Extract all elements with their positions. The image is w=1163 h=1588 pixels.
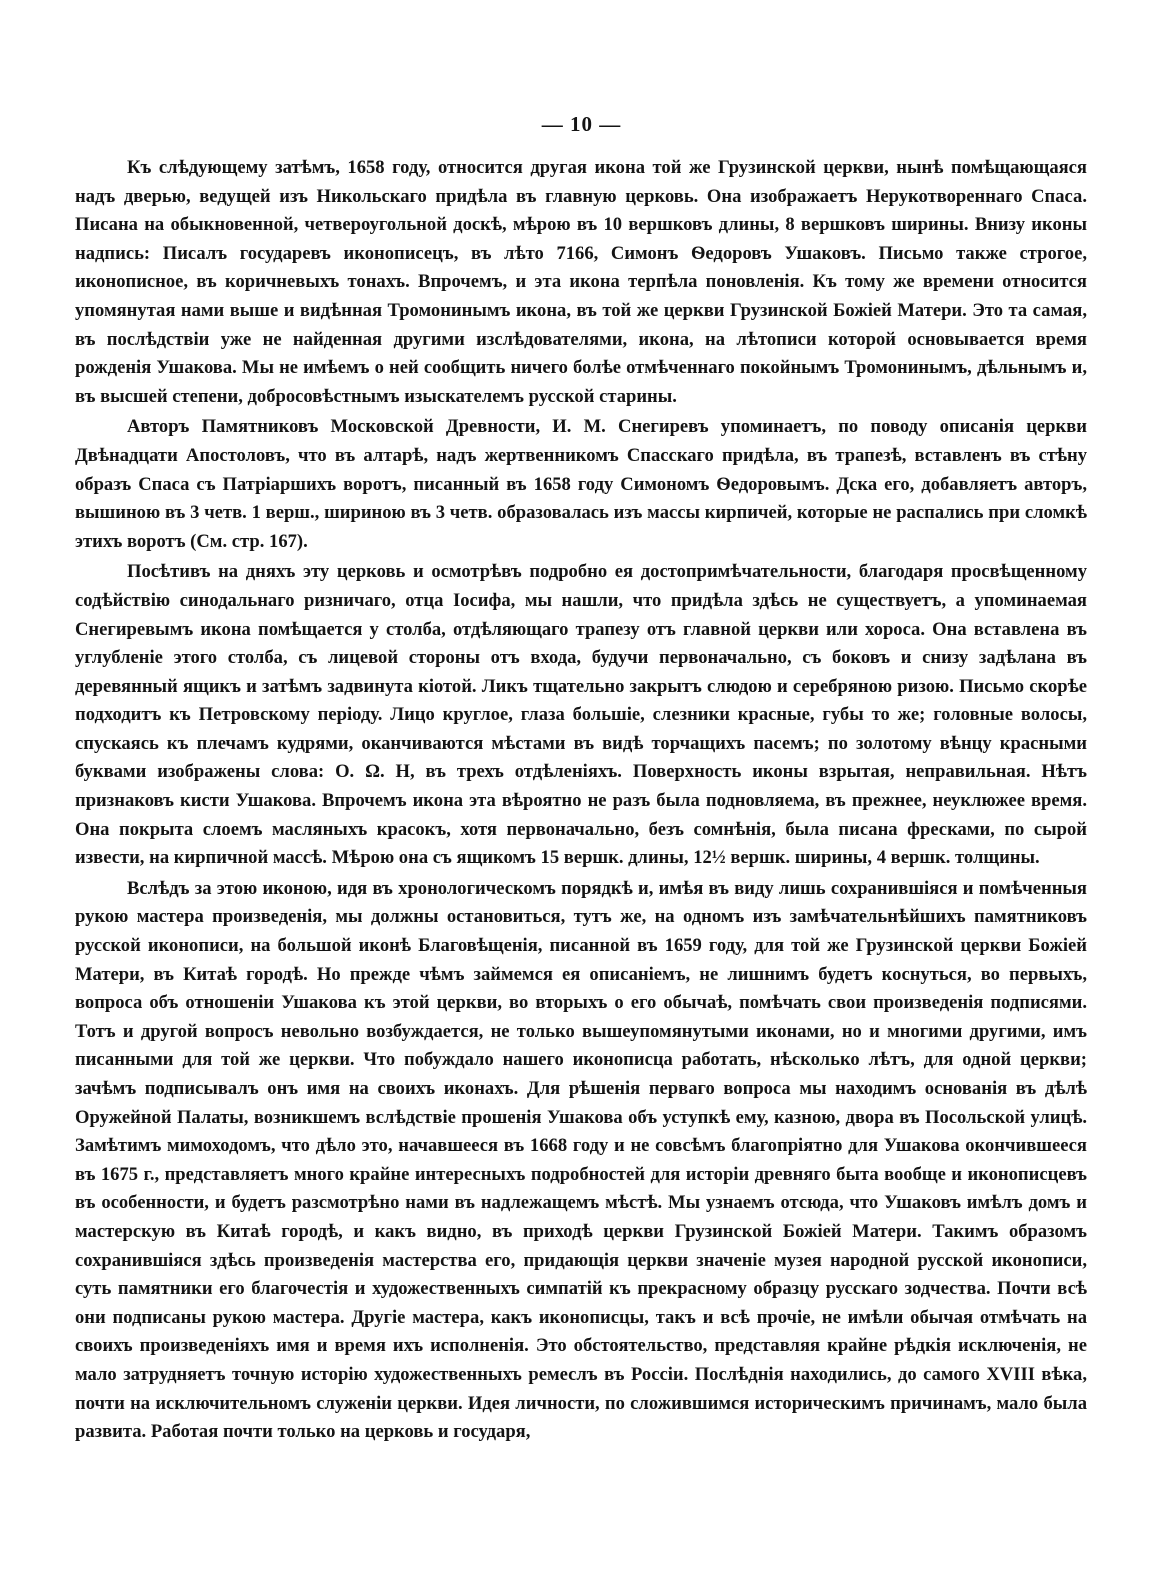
paragraph-snegirev: Авторъ Памятниковъ Московской Древности, И. М. Снегиревъ упоминаетъ, по поводу описанія церкви Двѣнадцати Апостоловъ, что въ алтарѣ, надъ жертвенникомъ Спасскаго придѣла, въ трапезѣ, вставленъ въ стѣну образъ Спаса съ Патріаршихъ воротъ, писанный въ 1658 году Симономъ Ѳедоровымъ. Дска его, добавляетъ авторъ, вышиною въ 3 четв. 1 верш., шириною въ 3 четв. образовалась изъ массы кирпичей, которые не распались при сломкѣ этихъ воротъ (См. стр. 167). — [75, 416, 1087, 552]
page-body — [75, 154, 1087, 1447]
paragraph-1658-icon: Къ слѣдующему затѣмъ, 1658 году, относится другая икона той же Грузинской церкви, нынѣ помѣщающаяся надъ дверью, ведущей изъ Никольскаго придѣла въ главную церковь. Она изображаетъ Нерукотвореннаго Спаса. Писана на обыкновенной, четвероугольной доскѣ, мѣрою въ 10 вершковъ длины, 8 вершковъ ширины. Внизу иконы надпись: Писалъ государевъ иконописецъ, въ лѣто 7166, Симонъ Ѳедоровъ Ушаковъ. Письмо также строгое, иконописное, въ коричневыхъ тонахъ. Впрочемъ, и эта икона терпѣла поновленія. Къ тому же времени относится упомянутая нами выше и видѣнная Тромонинымъ икона, въ той же церкви Грузинской Божіей Матери. Это та самая, въ послѣдствіи уже не найденная другими изслѣдователями, икона, на лѣтописи которой основывается время рожденія Ушакова. Мы не имѣемъ о ней сообщить ничего болѣе отмѣченнаго покойнымъ Тромонинымъ, дѣльнымъ и, въ высшей степени, добросовѣстнымъ изыскателемъ русской старины. — [75, 157, 1087, 407]
page-number: — 10 — — [541, 112, 622, 136]
paragraph-annunciation: Вслѣдъ за этою иконою, идя въ хронологическомъ порядкѣ и, имѣя въ виду лишь сохранившіяся и помѣченныя рукою мастера произведенія, мы должны остановиться, тутъ же, на одномъ изъ замѣчательнѣйшихъ памятниковъ русской иконописи, на большой иконѣ Благовѣщенія, писанной въ 1659 году, для той же Грузинской церкви Божіей Матери, въ Китаѣ городѣ. Но прежде чѣмъ займемся ея описаніемъ, не лишнимъ будетъ коснуться, во первыхъ, вопроса объ отношеніи Ушакова къ этой церкви, во вторыхъ о его обычаѣ, помѣчать свои произведенія подписями. Тотъ и другой вопросъ невольно возбуждается, не только вышеупомянутыми иконами, но и многими другими, имъ писанными для той же церкви. Что побуждало нашего иконописца работать, нѣсколько лѣтъ, для одной церкви; зачѣмъ подписывалъ онъ имя на своихъ иконахъ. Для рѣшенія перваго вопроса мы находимъ основанія въ дѣлѣ Оружейной Палаты, возникшемъ вслѣдствіе прошенія Ушакова объ уступкѣ ему, казною, двора въ Посольской улицѣ. Замѣтимъ мимоходомъ, что дѣло это, начавшееся въ 1668 году и не совсѣмъ благопріятно для Ушакова окончившееся въ 1675 г., представляетъ много крайне интересныхъ подробностей для исторіи древняго быта вообще и иконописцевъ въ особенности, и будетъ разсмотрѣно нами въ надлежащемъ мѣстѣ. Мы узнаемъ отсюда, что Ушаковъ имѣлъ домъ и мастерскую въ Китаѣ городѣ, и какъ видно, въ приходѣ церкви Грузинской Божіей Матери. Такимъ образомъ сохранившіяся здѣсь произведенія мастерства его, придающія церкви значеніе музея народной русской иконописи, суть памятники его благочестія и художественныхъ симпатій къ прекрасному образцу русскаго зодчества. Почти всѣ они подписаны рукою мастера. Другіе мастера, какъ иконописцы, такъ и всѣ прочіе, не имѣли обычая отмѣчать на своихъ произведеніяхъ имя и время ихъ исполненія. Это обстоятельство, представляя крайне рѣдкія исключенія, не мало затрудняетъ точную исторію художественныхъ ремеслъ въ Россіи. Послѣднія находились, до самого XVIII вѣка, почти на исключительномъ служеніи церкви. Идея личности, по сложившимся историческимъ причинамъ, мало была развита. Работая почти только на церковь и государя, — [75, 877, 1087, 1443]
paragraph-church-visit: Посѣтивъ на дняхъ эту церковь и осмотрѣвъ подробно ея достопримѣчательности, благодаря просвѣщенному содѣйствію синодальнаго ризничаго, отца Іосифа, мы нашли, что придѣла здѣсь не существуетъ, а упоминаемая Снегиревымъ икона помѣщается у столба, отдѣляющаго трапезу отъ главной церкви или хороса. Она вставлена въ углубленіе этого столба, съ лицевой стороны отъ входа, будучи первоначально, съ боковъ и снизу задѣлана въ деревянный ящикъ и затѣмъ задвинута кіотой. Ликъ тщательно закрытъ слюдою и серебряною ризою. Письмо скорѣе подходитъ къ Петровскому періоду. Лицо круглое, глаза большіе, слезники красные, губы то же; головные волосы, спускаясь къ плечамъ кудрями, оканчиваются мѣстами въ видѣ торчащихъ пасемъ; по золотому вѣнцу красными буквами изображены слова: О. Ω. Н, въ трехъ отдѣленіяхъ. Поверхность иконы взрытая, неправильная. Нѣтъ признаковъ кисти Ушакова. Впрочемъ икона эта вѣроятно не разъ была подновляема, въ прежнее, неуклюжее время. Она покрыта слоемъ масляныхъ красокъ, хотя первоначально, безъ сомнѣнія, была писана фресками, по сырой извести, на кирпичной массѣ. Мѣрою она съ ящикомъ 15 вершк. длины, 12½ вершк. ширины, 4 вершк. толщины. — [75, 561, 1087, 869]
